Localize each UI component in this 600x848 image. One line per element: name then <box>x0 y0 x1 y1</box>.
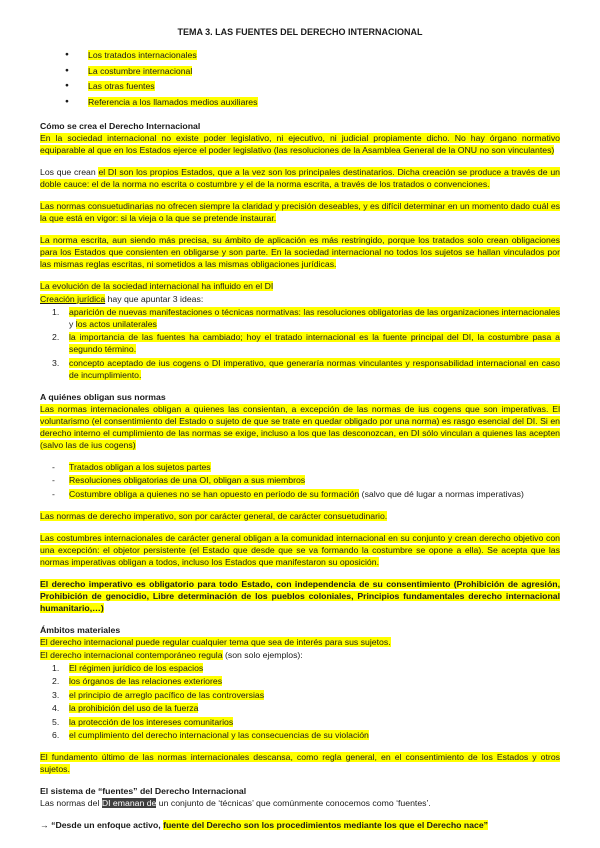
list-item-text <box>69 662 560 674</box>
text-segment: El derecho internacional puede regular cualquier tema que sea de interés para sus sujetos. <box>40 636 391 647</box>
text-segment: Creación jurídica <box>40 293 106 304</box>
bullet-marker: ● <box>65 51 69 59</box>
list-item-text <box>88 96 560 108</box>
paragraph <box>40 166 560 190</box>
text-segment: el cumplimiento del derecho internacional y las consecuencias de su violación <box>69 730 369 741</box>
text-segment: El fundamento último de las normas internacionales descansa, como regla general, en el consentimiento de los Estados y otros sujetos. <box>40 752 560 775</box>
number-marker: 3. <box>52 689 60 700</box>
list-item-text <box>69 331 560 355</box>
paragraph <box>40 819 560 831</box>
paragraph <box>40 293 560 305</box>
text-segment: La costumbre internacional <box>88 65 193 76</box>
numbered-list <box>40 662 560 742</box>
text-segment: un conjunto de ‘técnicas’ que comúnmente conocemos como ‘fuentes’. <box>156 798 431 809</box>
bullet-marker: ● <box>65 66 69 74</box>
paragraph <box>40 132 560 156</box>
text-segment: Ámbitos materiales <box>40 624 121 635</box>
numbered-list <box>40 306 560 381</box>
list-item <box>52 729 560 741</box>
list-item-text <box>69 474 560 486</box>
dashes-list <box>40 461 560 500</box>
text-segment: Costumbre obliga a quienes no se han opuesto en período de su formación <box>69 488 360 499</box>
paragraph <box>40 797 560 809</box>
number-marker: 1. <box>52 662 60 673</box>
list-item-text <box>69 357 560 381</box>
text-segment: El régimen jurídico de los espacios <box>69 662 204 673</box>
section-heading <box>40 391 560 403</box>
list-item-text <box>69 702 560 714</box>
section-heading <box>40 785 560 797</box>
text-segment: El derecho imperativo es obligatorio para todo Estado, con independencia de su consentimiento (Prohibición de agresión, Prohibición de genocidio, Libre determinación de los pueblos coloniales, Principios fundamentales derecho internacional humanitario,…) <box>40 578 560 613</box>
list-item <box>52 702 560 714</box>
dash-marker: - <box>52 461 55 472</box>
section-heading <box>40 120 560 132</box>
list-item-text <box>69 729 560 741</box>
list-item-text <box>69 306 560 330</box>
list-item-text <box>88 80 560 92</box>
paragraph <box>40 578 560 614</box>
text-segment: (son solo ejemplos): <box>222 649 303 660</box>
list-item-text <box>69 461 560 473</box>
number-marker: 1. <box>52 306 60 317</box>
text-segment: El sistema de “fuentes” del Derecho Internacional <box>40 786 247 797</box>
text-segment: la importancia de las fuentes ha cambiado; hoy el tratado internacional es la fuente principal del DI, la costumbre pasa a segundo término. <box>69 332 560 355</box>
text-segment: Resoluciones obligatorias de una OI, obligan a sus miembros <box>69 475 306 486</box>
document-title: TEMA 3. LAS FUENTES DEL DERECHO INTERNACIONAL <box>177 27 423 37</box>
number-marker: 5. <box>52 716 60 727</box>
bullet-marker: ● <box>65 97 69 105</box>
text-segment: Las normas de derecho imperativo, son por carácter general, de carácter consuetudinario. <box>40 510 388 521</box>
text-segment: aparición de nuevas manifestaciones o técnicas normativas: las resoluciones obligatorias de las organizaciones internacionales <box>69 306 560 317</box>
list-item-text <box>88 49 560 61</box>
text-segment: los órganos de las relaciones exteriores <box>69 676 223 687</box>
document-body <box>40 49 560 831</box>
text-segment: Las otras fuentes <box>88 81 155 92</box>
number-marker: 4. <box>52 703 60 714</box>
text-segment: los actos unilaterales <box>75 318 157 329</box>
text-segment: concepto aceptado de ius cogens o DI imperativo, que generaría normas vinculantes y responsabilidad internacional en caso de incumplimiento. <box>69 357 560 380</box>
list-item <box>65 80 560 92</box>
number-marker: 3. <box>52 357 60 368</box>
text-segment: DI emanan de <box>101 798 157 809</box>
text-segment: el principio de arreglo pacífico de las controversias <box>69 689 265 700</box>
paragraph <box>40 510 560 522</box>
list-item <box>52 662 560 674</box>
bullet-marker: ● <box>65 82 69 90</box>
paragraph <box>40 636 560 648</box>
paragraph <box>40 280 560 292</box>
number-marker: 6. <box>52 730 60 741</box>
text-segment: → “Desde un enfoque activo, <box>40 820 164 831</box>
text-segment: la protección de los intereses comunitarios <box>69 716 234 727</box>
text-segment: La norma escrita, aun siendo más precisa, su ámbito de aplicación es más restringido, porque los tratados solo crean obligaciones para los Estados que consienten en obligarse y son parte. En la sociedad internacional no todos los sujetos se hallan vinculados por las mismas reglas escritas, ni sometidos a las mismas obligaciones jurídicas. <box>40 234 560 269</box>
list-item-text <box>69 716 560 728</box>
list-item-text <box>69 675 560 687</box>
text-segment: Referencia a los llamados medios auxiliares <box>88 96 258 107</box>
bullets-list <box>40 49 560 108</box>
list-item <box>52 488 560 500</box>
list-item <box>65 96 560 108</box>
text-segment: (salvo que dé lugar a normas imperativas) <box>359 488 524 499</box>
list-item-text <box>69 488 560 500</box>
dash-marker: - <box>52 488 55 499</box>
list-item <box>52 675 560 687</box>
list-item <box>52 474 560 486</box>
text-segment: El derecho internacional contemporáneo regula <box>40 649 223 660</box>
text-segment: y <box>69 318 76 329</box>
list-item <box>52 306 560 330</box>
list-item <box>52 716 560 728</box>
text-segment: Tratados obligan a los sujetos partes <box>69 461 211 472</box>
text-segment: En la sociedad internacional no existe poder legislativo, ni ejecutivo, ni judicial propiamente dicho. No hay órgano normativo equiparable al que en los Estados ejerce el poder legislativo (las resoluciones de la Asamblea General de la ONU no son vinculantes) <box>40 132 560 155</box>
text-segment: Las normas del <box>40 798 102 809</box>
text-segment: hay que apuntar 3 ideas: <box>105 293 204 304</box>
list-item <box>65 49 560 61</box>
list-item <box>52 689 560 701</box>
paragraph <box>40 234 560 270</box>
list-item-text <box>69 689 560 701</box>
paragraph <box>40 200 560 224</box>
list-item <box>65 65 560 77</box>
text-segment: el DI son los propios Estados, que a la vez son los principales destinatarios. Dicha creación se produce a través de un doble cauce: el de la norma no escrita o costumbre y el de la norma escrita, a través de los tratados o convenciones. <box>40 166 560 189</box>
number-marker: 2. <box>52 332 60 343</box>
paragraph <box>40 751 560 775</box>
list-item <box>52 461 560 473</box>
paragraph <box>40 532 560 568</box>
text-segment: La evolución de la sociedad internacional ha influido en el DI <box>40 280 274 291</box>
text-segment: Los que crean <box>40 166 99 177</box>
list-item <box>52 357 560 381</box>
list-item-text <box>88 65 560 77</box>
paragraph <box>40 649 560 661</box>
list-item <box>52 331 560 355</box>
text-segment: Las costumbres internacionales de carácter general obligan a la comunidad internacional en su conjunto y crean derecho objetivo con una excepción: el objetor persistente (el Estado que desde que se va formando la costumbre se opone a ella). Se acepta que las normas imperativas obligan a todos, incluso los Estados que manifestaron su oposición. <box>40 532 560 567</box>
text-segment: Las normas internacionales obligan a quienes las consientan, a excepción de las normas de ius cogens que son imperativas. El voluntarismo (el consentimiento del Estado o sujeto de que se trate en quedar obligado por una norma) es rasgo esencial del DI. Si en derecho interno el cumplimiento de las normas se exige, incluso a los que las desconozcan, en DI sólo vinculan a quienes las acepten (salvo las de ius cogens) <box>40 403 560 450</box>
text-segment: Las normas consuetudinarias no ofrecen siempre la claridad y precisión deseables, y es difícil determinar en un momento dado cuál es la que está en vigor: si la vieja o la que se pretende instaurar. <box>40 200 560 223</box>
section-heading <box>40 624 560 636</box>
text-segment: Cómo se crea el Derecho Internacional <box>40 120 201 131</box>
text-segment: fuente del Derecho son los procedimientos mediante los que el Derecho nace” <box>163 820 488 831</box>
text-segment: A quiénes obligan sus normas <box>40 391 166 402</box>
text-segment: Los tratados internacionales <box>88 50 197 61</box>
number-marker: 2. <box>52 676 60 687</box>
text-segment: la prohibición del uso de la fuerza <box>69 703 199 714</box>
dash-marker: - <box>52 475 55 486</box>
paragraph <box>40 403 560 451</box>
